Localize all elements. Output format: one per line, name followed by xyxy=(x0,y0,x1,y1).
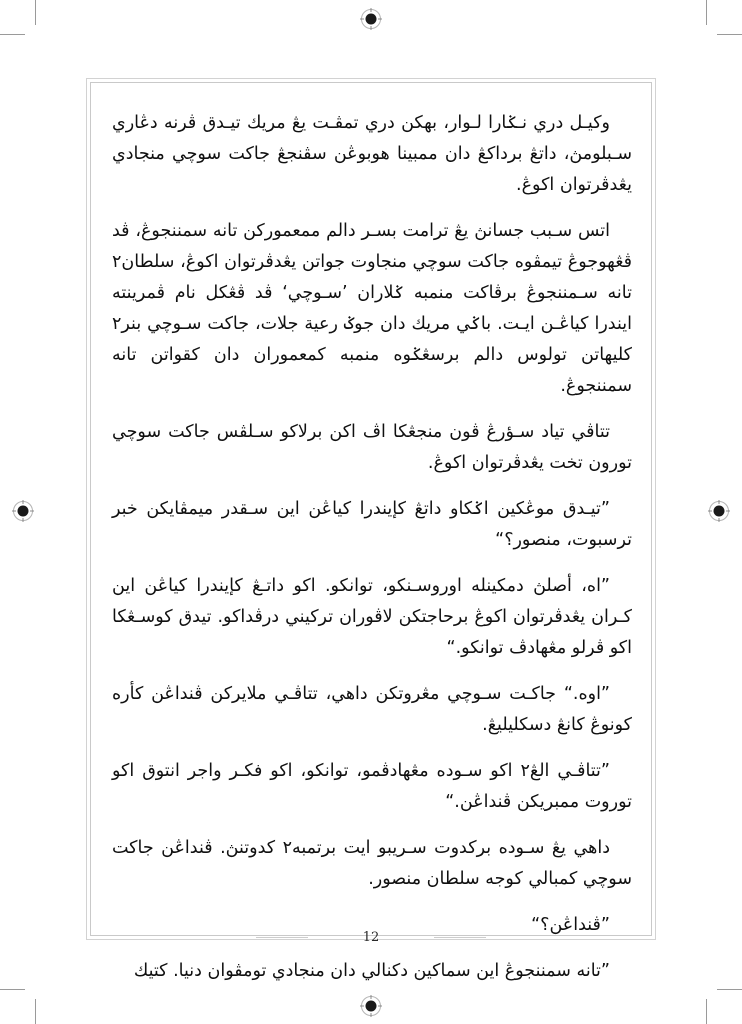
crop-mark-top-right-vertical xyxy=(706,0,707,25)
paragraph-dialogue: ”تانه سمننجوڠ اين سماكين دكنالي دان منجادي تومڤوان دنيا. كتيك xyxy=(133,961,610,981)
crop-mark-bottom-left-horizontal xyxy=(0,989,25,990)
paragraph: تتاڤي تياد سـؤرڠ ڤون منجڠكا اڤ اكن برلاكو سـلڤس جاكت سوچي تورون تخت يڠدڤرتوان اكوڠ. xyxy=(112,422,632,473)
crop-mark-bottom-left-vertical xyxy=(35,999,36,1024)
crop-mark-bottom-right-vertical xyxy=(706,999,707,1024)
registration-target-icon-top xyxy=(360,8,382,30)
crop-mark-bottom-right-horizontal xyxy=(717,989,742,990)
paragraph: داهي يڠ سـوده بركدوت سـريبو ايت برتمبه٢ كدوتنڽ. ڤنداڠن جاكت سوچي كمبالي كوجه سلطان منصور. xyxy=(112,838,632,889)
paragraph-dialogue: ”تيـدق موڠكين اݢكاو داتڠ كإيندرا كياڠن اين سـقدر ميمڤايكن خبر ترسبوت، منصور؟“ xyxy=(112,499,632,550)
paragraph-dialogue: ”اوه.“ جاكـت سـوچي مڠروتكن داهي، تتاڤـي ملايركن ڤنداڠن كأره كونوڠ كانڠ دسكليليڠ. xyxy=(112,684,632,735)
paragraph-dialogue: ”تتاڤـي الڠ٢ اكو سـوده مڠهادڤمو، توانكو، اكو فكـر واجر انتوق اكو توروت ممبريكن ڤنداڠن.“ xyxy=(112,761,632,812)
paragraph: وكيـل دري نـݢارا لـوار، بهكن دري تمڤـت يڠ مريك تيـدق ڤرنه دڠاري سـبلومڽ، داتڠ برداكڠ دان ممبينا هوبوڠن سڤنجڠ جاكت سوچي منجادي يڠدڤرتوان اكوڠ. xyxy=(112,113,632,195)
paragraph-dialogue: ”اه، أصلڽ دمكينله اوروسـنكو، توانكو. اكو داتـڠ كإيندرا كياڠن اين كـران يڠدڤرتوان اكوڠ برحاجتكن لاڤوران تركيني درڤداكو. تيدق كوسـڠكا اكو ڤرلو مڠهادڤ توانكو.“ xyxy=(112,576,632,658)
registration-target-icon-right xyxy=(708,500,730,522)
paragraph-dialogue: ”ڤنداڠن؟“ xyxy=(531,915,610,935)
page-number: 12 xyxy=(362,930,380,945)
crop-mark-top-left-vertical xyxy=(35,0,36,25)
body-text xyxy=(112,108,632,987)
crop-mark-top-left-horizontal xyxy=(0,34,25,35)
registration-target-icon-left xyxy=(12,500,34,522)
crop-mark-top-right-horizontal xyxy=(717,34,742,35)
registration-target-icon-bottom xyxy=(360,995,382,1017)
paragraph: اتس سـبب جسانڽ يڠ ترامت بسـر دالم ممعموركن تانه سمننجوڠ، ڤد ڤڠهوجوڠ تيمڤوه جاكت سوچي منجاوت جواتن يڠدڤرتوان اكوڠ، سلطان٢ تانه سـمننجوڠ برڤاكت منمبه ݢلاران ’سـوچي‘ ڤد ڤڠكل نام ڤمرينته ايندرا كياڠـن ايـت. باݢي مريك دان جوݢ رعية جلات، جاكت سـوچي بنر٢ كليهاتن تولوس دالم برسڠݢوه منمبه كمعموران دان كقواتن تانه سمننجوڠ. xyxy=(112,221,632,396)
